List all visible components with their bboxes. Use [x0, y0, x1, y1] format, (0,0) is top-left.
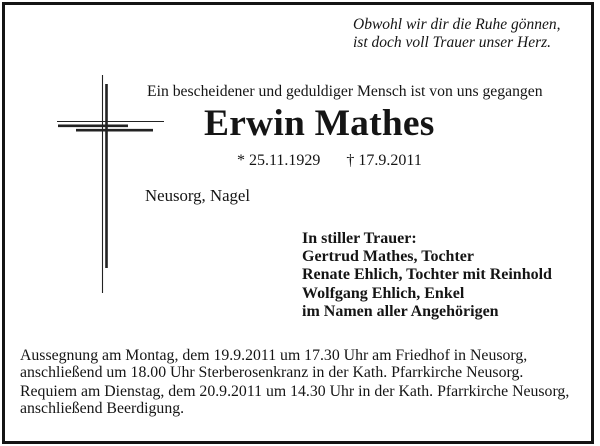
- mourner-line: Renate Ehlich, Tochter mit Reinhold: [302, 266, 552, 284]
- intro-text: Ein bescheidener und geduldiger Mensch ist von uns gegangen: [147, 83, 543, 100]
- memorial-cross-icon: [55, 73, 167, 295]
- mourners-heading: In stiller Trauer:: [302, 230, 417, 247]
- memorial-verse: [353, 16, 561, 51]
- verse-line-1: Obwohl wir dir die Ruhe gönnen,: [353, 16, 561, 33]
- verse-line-2: ist doch voll Trauer unser Herz.: [353, 33, 552, 51]
- funeral-schedule: [20, 347, 569, 417]
- mourner-line: im Namen aller Angehörigen: [302, 302, 499, 320]
- residence: Neusorg, Nagel: [145, 186, 251, 205]
- mourner-line: Wolfgang Ehlich, Enkel: [302, 284, 465, 302]
- schedule-line: anschließend Beerdigung.: [20, 400, 185, 417]
- schedule-line: anschließend um 18.00 Uhr Sterberosenkranz in der Kath. Pfarrkirche Neusorg.: [20, 364, 524, 381]
- death-date: † 17.9.2011: [346, 152, 422, 169]
- birth-date: * 25.11.1929: [237, 152, 321, 169]
- schedule-line: Aussegnung am Montag, dem 19.9.2011 um 17.30 Uhr am Friedhof in Neusorg,: [20, 347, 528, 364]
- schedule-line: Requiem am Dienstag, dem 20.9.2011 um 14.30 Uhr in der Kath. Pfarrkirche Neusorg,: [20, 383, 570, 400]
- deceased-name: Erwin Mathes: [204, 103, 435, 144]
- mourners-block: [302, 230, 552, 321]
- life-dates: [237, 151, 422, 170]
- mourner-line: Gertrud Mathes, Tochter: [302, 248, 474, 266]
